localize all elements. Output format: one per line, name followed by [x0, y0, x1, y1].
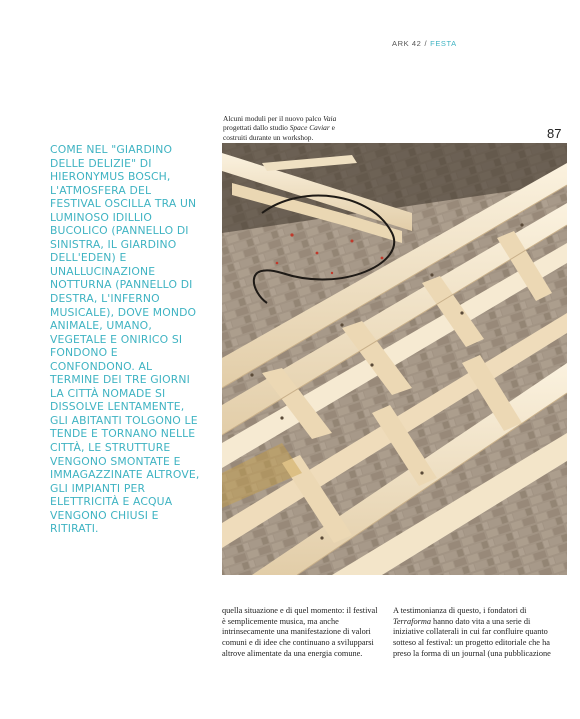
caption-text: Alcuni moduli per il nuovo palco	[223, 114, 324, 123]
caption-text: costruiti durante un workshop.	[223, 132, 314, 142]
magazine-issue: ARK 42	[392, 39, 422, 48]
caption-text: e	[329, 123, 335, 133]
caption-text: progettati dallo studio	[223, 123, 290, 133]
header-separator: /	[424, 39, 428, 48]
running-header	[392, 39, 457, 48]
body-italic: Terraforma	[393, 616, 431, 626]
pull-quote: COME NEL "GIARDINO DELLE DELIZIE" DI HIERONYMUS BOSCH, L'ATMOSFERA DEL FESTIVAL OSCILLA TRA UN LUMINOSO IDILLIO BUCOLICO (PANNELLO DI SINISTRA, IL GIARDINO DELL'EDEN) E UNALLUCINAZIONE NOTTURNA (PANNELLO DI DESTRA, L'INFERNO MUSICALE), DOVE MONDO ANIMALE, UMANO, VEGETALE E ONIRICO SI FONDONO E CONFONDONO. AL TERMINE DEI TRE GIORNI LA CITTÀ NOMADE SI DISSOLVE LENTAMENTE, GLI ABITANTI TOLGONO LE TENDE E TORNANO NELLE CITTÀ, LE STRUTTURE VENGONO SMONTATE E IMMAGAZZINATE ALTROVE, GLI IMPIANTI PER ELETTRICITÀ E ACQUA VENGONO CHIUSI E RITIRATI.	[50, 143, 200, 536]
body-text: hanno dato vita a una serie di iniziative collaterali in cui far confluire quanto sotteso al festival: un progetto editoriale che ha preso la forma di un journal (una pubblicazione	[393, 616, 551, 658]
section-name: FESTA	[430, 39, 457, 48]
body-column-left: quella situazione e di quel momento: il festival è semplicemente musica, ma anche intrinsecamente una manifestazione di valori comuni e di idee che continuano a svilupparsi altrove alimentate da una energia comune.	[222, 606, 378, 658]
body-column-right	[393, 606, 553, 660]
page-number: 87	[547, 126, 562, 141]
caption-italic: Vaia	[323, 114, 337, 123]
caption-italic: Space Caviar	[289, 123, 330, 133]
photo-caption	[223, 114, 393, 142]
body-text: A testimonianza di questo, i fondatori di	[393, 606, 527, 615]
wooden-modules-photo	[222, 143, 567, 575]
